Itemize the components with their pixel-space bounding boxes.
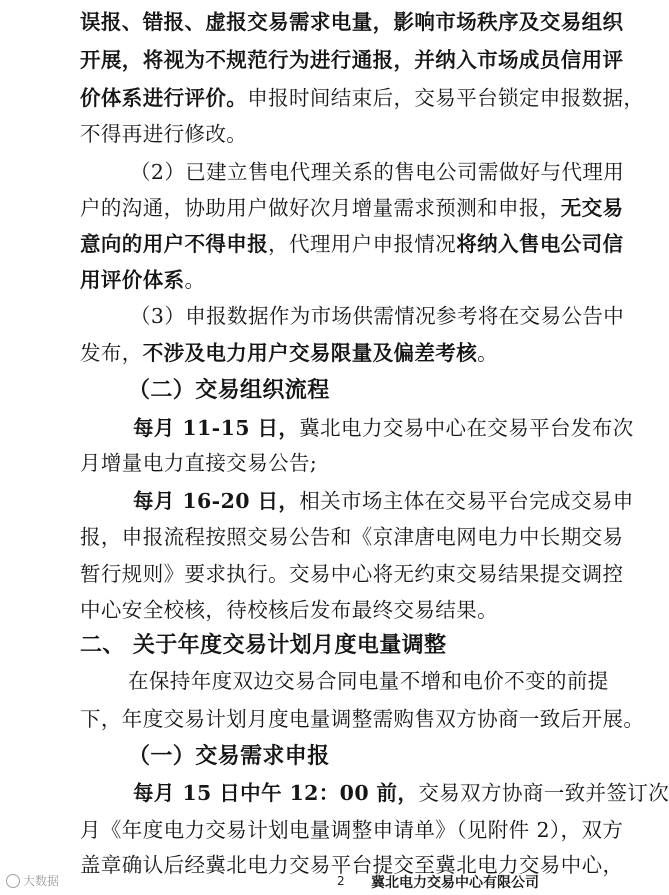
watermark-logo-icon <box>6 874 20 888</box>
bold-text-run: 每月 11-15 日， <box>133 416 300 440</box>
text-line <box>80 820 623 841</box>
text-run: 申报时间结束后，交易平台锁定申报数据， <box>247 86 645 110</box>
text-line <box>80 50 623 71</box>
bold-text-run: （二）交易组织流程 <box>128 377 330 403</box>
text-line <box>133 491 634 512</box>
text-run: 在保持年度双边交易合同电量不增和电价不变的前提 <box>128 669 609 693</box>
text-line <box>130 162 624 183</box>
text-line <box>130 306 624 327</box>
text-run: 。 <box>477 341 499 365</box>
page-number: 2 <box>337 874 345 888</box>
text-run: 暂行规则》要求执行。交易中心将无约束交易结果提交调控 <box>80 562 624 586</box>
text-line <box>80 88 644 109</box>
text-run: 下，年度交易计划月度电量调整需购售双方协商一致后开展。 <box>80 707 645 731</box>
text-line <box>80 564 623 585</box>
text-line <box>80 270 205 291</box>
bold-text-run: 二、 关于年度交易计划月度电量调整 <box>80 632 447 658</box>
bold-text-run: 误报、错报、虚报交易需求电量，影响市场秩序及交易组织 <box>80 10 624 34</box>
text-run: 。 <box>184 268 206 292</box>
text-run: （3）申报数据作为市场供需情况参考将在交易公告中 <box>130 304 625 328</box>
text-run: 月《年度电力交易计划电量调整申请单》（见附件 2），双方 <box>80 818 624 842</box>
bold-text-run: 每月 15 日中午 12：00 前， <box>133 781 419 805</box>
section-heading <box>128 379 330 401</box>
text-run: 相关市场主体在交易平台完成交易申 <box>299 489 634 513</box>
text-run: 中心安全校核，待校核后发布最终交易结果。 <box>80 598 498 622</box>
text-line <box>80 600 498 621</box>
text-run: 发布， <box>80 341 143 365</box>
bold-text-run: 开展，将视为不规范行为进行通报，并纳入市场成员信用评 <box>80 48 624 72</box>
section-heading <box>80 634 446 656</box>
text-line <box>80 527 623 548</box>
text-line <box>133 783 669 804</box>
bold-text-run: 不涉及电力用户交易限量及偏差考核 <box>142 341 478 365</box>
text-run: 不得再进行修改。 <box>80 122 248 146</box>
bold-text-run: 意向的用户不得申报 <box>80 232 269 256</box>
text-line <box>128 671 609 692</box>
text-line <box>80 234 623 255</box>
text-line <box>80 709 644 730</box>
text-line <box>80 453 317 474</box>
text-run: 冀北电力交易中心在交易平台发布次 <box>299 416 634 440</box>
text-run: 交易双方协商一致并签订次 <box>418 781 669 805</box>
watermark-text: 大数据 <box>23 874 60 888</box>
bold-text-run: 用评价体系 <box>80 268 185 292</box>
bold-text-run: （一）交易需求申报 <box>128 743 330 769</box>
bold-text-run: 无交易 <box>560 196 624 220</box>
text-run: （2）已建立售电代理关系的售电公司需做好与代理用 <box>130 160 625 184</box>
footer-organization: 冀北电力交易中心有限公司 <box>371 875 539 891</box>
text-run: 报，申报流程按照交易公告和《京津唐电网电力中长期交易 <box>80 525 624 549</box>
text-line <box>80 12 623 33</box>
bold-text-run: 每月 16-20 日， <box>133 489 300 513</box>
section-heading <box>128 745 330 767</box>
text-line <box>133 418 634 439</box>
text-run: 盖章确认后经冀北电力交易平台提交至冀北电力交易中心， <box>80 853 624 877</box>
text-line <box>80 855 623 876</box>
text-run: ，代理用户申报情况 <box>268 232 457 256</box>
bold-text-run: 价体系进行评价。 <box>80 86 248 110</box>
text-run: 户的沟通，协助用户做好次月增量需求预测和申报， <box>80 196 561 220</box>
text-run: 月增量电力直接交易公告; <box>80 451 318 475</box>
bold-text-run: 将纳入售电公司信 <box>456 232 624 256</box>
text-line <box>80 124 247 145</box>
text-line <box>80 198 623 219</box>
text-line <box>80 343 498 364</box>
watermark <box>6 872 59 889</box>
